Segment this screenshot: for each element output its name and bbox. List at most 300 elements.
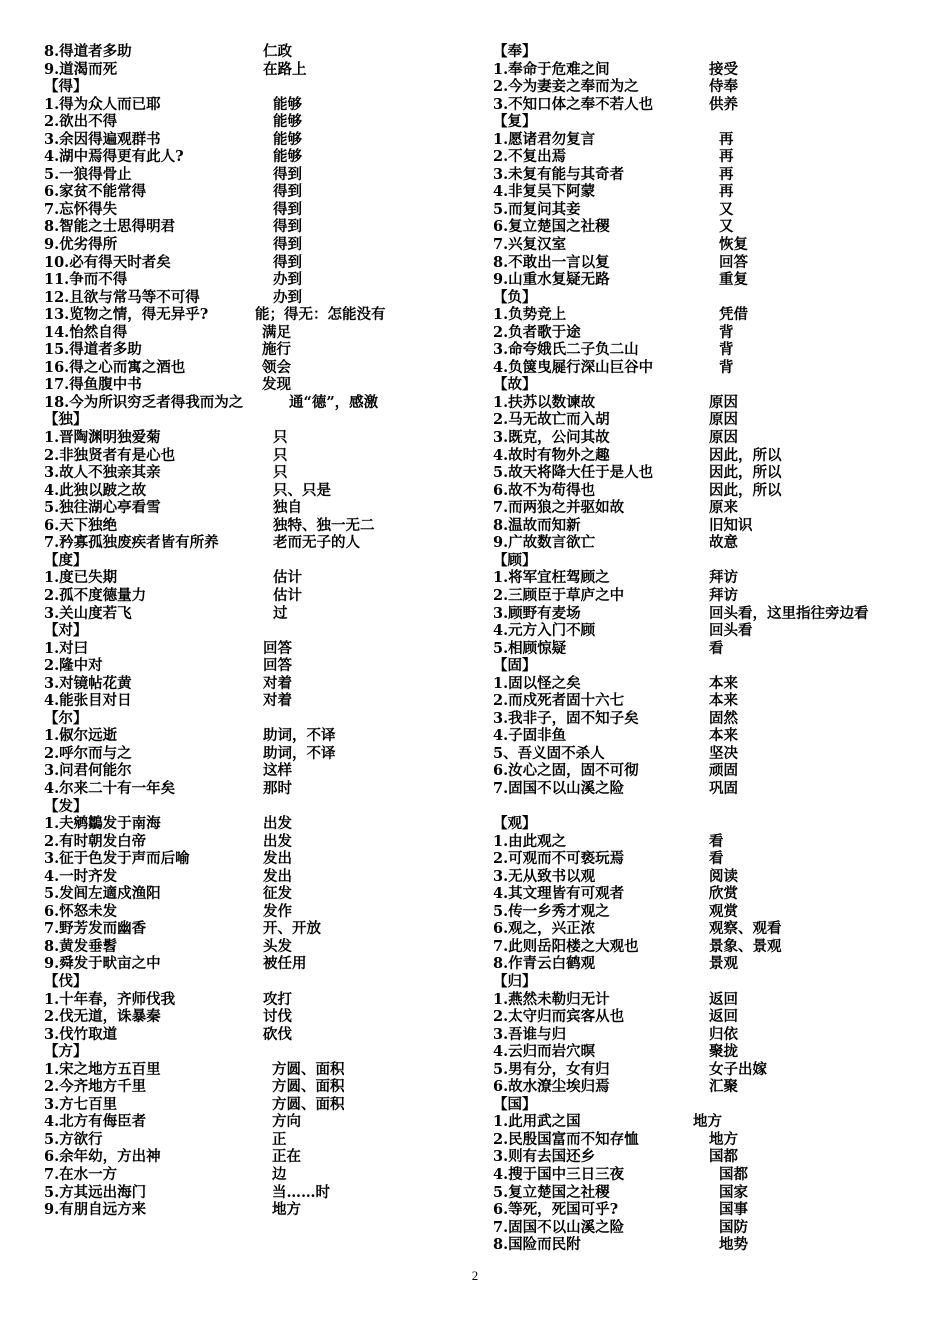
meaning: 汇聚 bbox=[709, 1078, 738, 1096]
example-sentence: 1.得为众人而已耶 bbox=[44, 95, 161, 113]
example-sentence: 1.负势竞上 bbox=[493, 306, 567, 324]
example-sentence: 6.等死，死国可乎? bbox=[493, 1201, 619, 1219]
example-sentence: 7.此则岳阳楼之大观也 bbox=[493, 937, 639, 955]
entry-row bbox=[44, 1166, 464, 1184]
entry-row bbox=[493, 306, 933, 324]
example-sentence: 2.欲出不得 bbox=[44, 113, 118, 131]
example-sentence: 11.争而不得 bbox=[44, 271, 128, 289]
meaning: 办到 bbox=[273, 288, 302, 306]
right-column bbox=[493, 43, 933, 1254]
entry-row bbox=[44, 218, 464, 236]
meaning: 攻打 bbox=[263, 990, 292, 1008]
meaning: 原来 bbox=[709, 499, 738, 517]
meaning: 看 bbox=[709, 639, 724, 657]
example-sentence: 3.命夸娥氏二子负二山 bbox=[493, 341, 639, 359]
entry-row bbox=[44, 1113, 464, 1131]
meaning: 观赏 bbox=[709, 902, 738, 920]
meaning: 发现 bbox=[262, 376, 291, 394]
example-sentence: 13.览物之情，得无异乎? bbox=[44, 306, 209, 324]
meaning: 聚拢 bbox=[709, 1043, 738, 1061]
section-heading bbox=[493, 376, 933, 394]
example-sentence: 9.广故数言欲亡 bbox=[493, 534, 596, 552]
example-sentence: 1.固以怪之矣 bbox=[493, 674, 581, 692]
heading-char: 【方】 bbox=[44, 1043, 88, 1061]
entry-row bbox=[44, 1148, 464, 1166]
meaning: 又 bbox=[719, 218, 734, 236]
meaning: 再 bbox=[719, 165, 734, 183]
entry-row bbox=[493, 218, 933, 236]
entry-row bbox=[44, 1008, 464, 1026]
meaning: 背 bbox=[719, 341, 734, 359]
entry-row bbox=[493, 1061, 933, 1079]
entry-row bbox=[493, 920, 933, 938]
entry-row bbox=[44, 1078, 464, 1096]
entry-row bbox=[44, 885, 464, 903]
example-sentence: 18.今为所识穷乏者得我而为之 bbox=[44, 393, 244, 411]
example-sentence: 4.能张目对日 bbox=[44, 692, 132, 710]
meaning: 原因 bbox=[709, 411, 738, 429]
example-sentence: 7.在水一方 bbox=[44, 1166, 118, 1183]
example-sentence: 4.故时有物外之趣 bbox=[493, 446, 610, 464]
entry-row bbox=[493, 1236, 933, 1254]
entry-row bbox=[44, 499, 464, 517]
entry-row bbox=[493, 236, 933, 254]
meaning: 本来 bbox=[709, 692, 738, 710]
example-sentence: 4.湖中焉得更有此人? bbox=[44, 148, 184, 166]
entry-row bbox=[44, 236, 464, 254]
entry-row bbox=[493, 745, 933, 763]
section-heading bbox=[44, 710, 464, 728]
meaning: 过 bbox=[273, 604, 288, 622]
meaning: 得到 bbox=[273, 253, 302, 271]
entry-row bbox=[44, 1061, 464, 1079]
example-sentence: 7.矜寡孤独废疾者皆有所养 bbox=[44, 534, 219, 552]
example-sentence: 2.不复出焉 bbox=[493, 148, 567, 166]
entry-row bbox=[493, 61, 933, 79]
entry-row bbox=[44, 833, 464, 851]
example-sentence: 9.有朋自远方来 bbox=[44, 1201, 147, 1219]
heading-char: 【独】 bbox=[44, 411, 88, 429]
entry-row bbox=[44, 1184, 464, 1202]
meaning: 通“德”，感激 bbox=[289, 393, 379, 411]
meaning: 回头看 bbox=[709, 622, 753, 640]
entry-row bbox=[493, 850, 933, 868]
meaning: 能；得无：怎能没有 bbox=[255, 306, 386, 324]
example-sentence: 7.固国不以山溪之险 bbox=[493, 779, 625, 797]
entry-row bbox=[493, 394, 933, 412]
example-sentence: 5.一狼得骨止 bbox=[44, 165, 132, 183]
meaning: 出发 bbox=[263, 815, 292, 833]
meaning: 阅读 bbox=[709, 867, 738, 885]
meaning: 满足 bbox=[262, 323, 291, 341]
example-sentence: 1.奉命于危难之间 bbox=[493, 60, 610, 78]
entry-row bbox=[493, 1131, 933, 1149]
section-heading bbox=[44, 798, 464, 816]
meaning: 返回 bbox=[709, 990, 738, 1008]
example-sentence: 5.发闾左適戍渔阳 bbox=[44, 885, 161, 903]
meaning: 仁政 bbox=[263, 43, 292, 60]
meaning: 助词，不译 bbox=[263, 744, 336, 762]
meaning: 得到 bbox=[273, 236, 302, 254]
meaning: 对着 bbox=[263, 674, 292, 692]
example-sentence: 1.十年春，齐师伐我 bbox=[44, 990, 176, 1008]
entry-row bbox=[493, 727, 933, 745]
meaning: 只 bbox=[273, 429, 288, 447]
heading-char: 【负】 bbox=[493, 288, 537, 306]
meaning: 国家 bbox=[719, 1183, 748, 1201]
section-heading bbox=[44, 1043, 464, 1061]
entry-row bbox=[44, 113, 464, 131]
entry-row bbox=[493, 903, 933, 921]
meaning: 回答 bbox=[263, 657, 292, 675]
meaning: 对着 bbox=[263, 692, 292, 710]
meaning: 回答 bbox=[719, 253, 748, 271]
entry-row bbox=[44, 587, 464, 605]
meaning: 国事 bbox=[719, 1201, 748, 1219]
meaning: 故意 bbox=[709, 534, 738, 552]
example-sentence: 3.无从致书以观 bbox=[493, 867, 596, 885]
meaning: 观察、观看 bbox=[709, 920, 782, 938]
meaning: 能够 bbox=[273, 113, 302, 131]
meaning: 国防 bbox=[719, 1218, 748, 1236]
meaning: 因此，所以 bbox=[709, 446, 782, 464]
example-sentence: 9.优劣得所 bbox=[44, 236, 118, 254]
example-sentence: 7.野芳发而幽香 bbox=[44, 920, 147, 938]
meaning: 方圆、面积 bbox=[272, 1095, 345, 1113]
entry-row bbox=[44, 605, 464, 623]
meaning: 讨伐 bbox=[263, 1008, 292, 1026]
meaning: 景象、景观 bbox=[709, 937, 782, 955]
meaning: 再 bbox=[719, 148, 734, 166]
section-heading bbox=[493, 973, 933, 991]
example-sentence: 2.民殷国富而不知存恤 bbox=[493, 1130, 639, 1148]
page-number: 2 bbox=[471, 1268, 479, 1283]
entry-row bbox=[493, 780, 933, 798]
example-sentence: 4.其文理皆有可观者 bbox=[493, 885, 625, 903]
meaning: 得到 bbox=[273, 218, 302, 236]
entry-row bbox=[44, 517, 464, 535]
entry-row bbox=[44, 482, 464, 500]
entry-row bbox=[44, 201, 464, 219]
meaning: 原因 bbox=[709, 393, 738, 411]
entry-row bbox=[44, 464, 464, 482]
entry-row bbox=[44, 148, 464, 166]
section-heading bbox=[493, 815, 933, 833]
entry-row bbox=[44, 183, 464, 201]
meaning: 恢复 bbox=[719, 236, 748, 254]
example-sentence: 8.国险而民附 bbox=[493, 1236, 581, 1254]
example-sentence: 3.方七百里 bbox=[44, 1095, 118, 1113]
meaning: 地方 bbox=[272, 1201, 301, 1219]
example-sentence: 6.家贫不能常得 bbox=[44, 183, 147, 201]
meaning: 办到 bbox=[273, 271, 302, 289]
entry-row bbox=[493, 622, 933, 640]
entry-row bbox=[493, 938, 933, 956]
example-sentence: 1.俶尔远逝 bbox=[44, 727, 118, 745]
example-sentence: 2.呼尔而与之 bbox=[44, 744, 132, 762]
heading-char: 【固】 bbox=[493, 657, 537, 675]
entry-row bbox=[44, 359, 464, 377]
entry-row bbox=[44, 254, 464, 272]
example-sentence: 4.尔来二十有一年矣 bbox=[44, 779, 176, 797]
meaning: 能够 bbox=[273, 148, 302, 166]
entry-row bbox=[44, 955, 464, 973]
example-sentence: 3.伐竹取道 bbox=[44, 1025, 118, 1043]
entry-row bbox=[493, 1184, 933, 1202]
meaning: 景观 bbox=[709, 955, 738, 973]
example-sentence: 1.此用武之国 bbox=[493, 1113, 581, 1131]
meaning: 砍伐 bbox=[263, 1025, 292, 1043]
entry-row bbox=[44, 1096, 464, 1114]
example-sentence: 3.既克，公问其故 bbox=[493, 429, 610, 447]
meaning: 正 bbox=[272, 1130, 287, 1148]
heading-char: 【尔】 bbox=[44, 709, 88, 727]
example-sentence: 3.未复有能与其奇者 bbox=[493, 165, 625, 183]
entry-row bbox=[44, 1026, 464, 1044]
example-sentence: 1.夫鹓鶵发于南海 bbox=[44, 815, 161, 833]
example-sentence: 10.必有得天时者矣 bbox=[44, 253, 171, 271]
example-sentence: 2.今为妻妾之奉而为之 bbox=[493, 78, 639, 96]
entry-row bbox=[493, 833, 933, 851]
example-sentence: 15.得道者多助 bbox=[44, 341, 142, 359]
section-heading bbox=[493, 657, 933, 675]
meaning: 看 bbox=[709, 850, 724, 868]
meaning: 独特、独一无二 bbox=[273, 516, 375, 534]
entry-row bbox=[44, 991, 464, 1009]
meaning: 老而无子的人 bbox=[273, 534, 360, 552]
entry-row bbox=[493, 482, 933, 500]
entry-row bbox=[493, 464, 933, 482]
meaning: 地势 bbox=[719, 1236, 748, 1254]
example-sentence: 6.故水潦尘埃归焉 bbox=[493, 1078, 610, 1096]
meaning: 返回 bbox=[709, 1008, 738, 1026]
example-sentence: 3.征于色发于声而后喻 bbox=[44, 850, 190, 868]
entry-row bbox=[493, 1148, 933, 1166]
meaning: 被任用 bbox=[263, 955, 307, 973]
meaning: 领会 bbox=[262, 358, 291, 376]
example-sentence: 5.相顾惊疑 bbox=[493, 639, 567, 657]
example-sentence: 6.天下独绝 bbox=[44, 516, 118, 534]
example-sentence: 4.北方有侮臣者 bbox=[44, 1113, 147, 1131]
section-heading bbox=[44, 78, 464, 96]
entry-row bbox=[44, 131, 464, 149]
heading-char: 【奉】 bbox=[493, 43, 537, 60]
heading-char: 【对】 bbox=[44, 622, 88, 640]
entry-row bbox=[44, 675, 464, 693]
section-heading bbox=[44, 973, 464, 991]
example-sentence: 2.非独贤者有是心也 bbox=[44, 446, 176, 464]
entry-row bbox=[44, 692, 464, 710]
example-sentence: 4.搜于国中三日三夜 bbox=[493, 1166, 625, 1183]
entry-row bbox=[493, 868, 933, 886]
meaning: 国都 bbox=[709, 1148, 738, 1166]
example-sentence: 3.顾野有麦场 bbox=[493, 604, 581, 622]
meaning: 征发 bbox=[263, 885, 292, 903]
heading-char: 【度】 bbox=[44, 551, 88, 569]
example-sentence: 1.晋陶渊明独爱菊 bbox=[44, 429, 161, 447]
meaning: 发出 bbox=[263, 867, 292, 885]
meaning: 发作 bbox=[263, 902, 292, 920]
entry-row bbox=[44, 727, 464, 745]
example-sentence: 2.三顾臣于草庐之中 bbox=[493, 586, 625, 604]
meaning: 拜访 bbox=[709, 586, 738, 604]
example-sentence: 6.故不为苟得也 bbox=[493, 481, 596, 499]
entry-row bbox=[493, 675, 933, 693]
example-sentence: 3.不知口体之奉不若人也 bbox=[493, 95, 654, 113]
example-sentence: 2.今齐地方千里 bbox=[44, 1078, 147, 1096]
entry-row bbox=[493, 447, 933, 465]
example-sentence: 4.云归而岩穴暝 bbox=[493, 1043, 596, 1061]
example-sentence: 17.得鱼腹中书 bbox=[44, 376, 142, 394]
section-heading bbox=[493, 113, 933, 131]
entry-row bbox=[44, 657, 464, 675]
example-sentence: 8.作青云白鹤观 bbox=[493, 955, 596, 973]
example-sentence: 4.负箧曳屣行深山巨谷中 bbox=[493, 358, 654, 376]
example-sentence: 7.而两狼之并驱如故 bbox=[493, 499, 625, 517]
meaning: 那时 bbox=[263, 779, 292, 797]
example-sentence: 7.固国不以山溪之险 bbox=[493, 1218, 625, 1236]
example-sentence: 3.问君何能尔 bbox=[44, 762, 132, 780]
entry-row bbox=[493, 1219, 933, 1237]
section-heading bbox=[44, 622, 464, 640]
entry-row bbox=[493, 166, 933, 184]
meaning: 巩固 bbox=[709, 779, 738, 797]
entry-row bbox=[493, 499, 933, 517]
heading-char: 【顾】 bbox=[493, 551, 537, 569]
entry-row bbox=[44, 1201, 464, 1219]
entry-row bbox=[493, 1113, 933, 1131]
example-sentence: 5.男有分，女有归 bbox=[493, 1060, 610, 1078]
heading-char: 【国】 bbox=[493, 1095, 537, 1113]
example-sentence: 3.余因得遍观群书 bbox=[44, 130, 161, 148]
heading-char: 【伐】 bbox=[44, 972, 88, 990]
section-heading bbox=[493, 43, 933, 61]
example-sentence: 3.关山度若飞 bbox=[44, 604, 132, 622]
meaning: 方圆、面积 bbox=[272, 1078, 345, 1096]
example-sentence: 2.马无故亡而入胡 bbox=[493, 411, 610, 429]
example-sentence: 5.故天将降大任于是人也 bbox=[493, 464, 654, 482]
meaning: 看 bbox=[709, 832, 724, 850]
meaning: 头发 bbox=[263, 937, 292, 955]
meaning: 开、开放 bbox=[263, 920, 321, 938]
example-sentence: 7.忘怀得失 bbox=[44, 200, 118, 218]
example-sentence: 4.此独以跛之故 bbox=[44, 481, 147, 499]
entry-row bbox=[493, 1078, 933, 1096]
example-sentence: 5.方欲行 bbox=[44, 1130, 103, 1148]
entry-row bbox=[44, 429, 464, 447]
meaning: 当……时 bbox=[272, 1183, 330, 1201]
entry-row bbox=[493, 710, 933, 728]
entry-row bbox=[493, 411, 933, 429]
meaning: 这样 bbox=[263, 762, 292, 780]
entry-row bbox=[44, 96, 464, 114]
meaning: 顽固 bbox=[709, 762, 738, 780]
entry-row bbox=[493, 587, 933, 605]
example-sentence: 3.吾谁与归 bbox=[493, 1025, 567, 1043]
entry-row bbox=[493, 1043, 933, 1061]
example-sentence: 2.可观而不可亵玩焉 bbox=[493, 850, 625, 868]
entry-row bbox=[493, 885, 933, 903]
example-sentence: 2.隆中对 bbox=[44, 657, 103, 675]
example-sentence: 3.故人不独亲其亲 bbox=[44, 464, 161, 482]
example-sentence: 6.观之，兴正浓 bbox=[493, 920, 596, 938]
entry-row bbox=[44, 43, 464, 61]
heading-char: 【观】 bbox=[493, 815, 537, 833]
meaning: 因此，所以 bbox=[709, 481, 782, 499]
entry-row bbox=[493, 201, 933, 219]
entry-row bbox=[44, 534, 464, 552]
example-sentence: 1.扶苏以数谏故 bbox=[493, 393, 596, 411]
meaning: 重复 bbox=[719, 271, 748, 289]
meaning: 只 bbox=[273, 446, 288, 464]
entry-row bbox=[493, 429, 933, 447]
meaning: 侍奉 bbox=[709, 78, 738, 96]
meaning: 施行 bbox=[262, 341, 291, 359]
meaning: 归依 bbox=[709, 1025, 738, 1043]
entry-row bbox=[44, 920, 464, 938]
entry-row bbox=[493, 569, 933, 587]
example-sentence: 8.得道者多助 bbox=[44, 43, 132, 60]
meaning: 得到 bbox=[273, 165, 302, 183]
example-sentence: 2.孤不度德量力 bbox=[44, 586, 147, 604]
meaning: 估计 bbox=[273, 586, 302, 604]
example-sentence: 1.将军宜枉驾顾之 bbox=[493, 569, 610, 587]
meaning: 拜访 bbox=[709, 569, 738, 587]
entry-row bbox=[44, 762, 464, 780]
entry-row bbox=[493, 1008, 933, 1026]
example-sentence: 5.传一乡秀才观之 bbox=[493, 902, 610, 920]
meaning: 能够 bbox=[273, 130, 302, 148]
example-sentence: 8.不敢出一言以复 bbox=[493, 253, 610, 271]
meaning: 凭借 bbox=[719, 306, 748, 324]
meaning: 供养 bbox=[709, 95, 738, 113]
entry-row bbox=[493, 1201, 933, 1219]
example-sentence: 4.一时齐发 bbox=[44, 867, 118, 885]
example-sentence: 6.汝心之固，固不可彻 bbox=[493, 762, 639, 780]
meaning: 只、只是 bbox=[273, 481, 331, 499]
example-sentence: 1.宋之地方五百里 bbox=[44, 1060, 161, 1078]
example-sentence: 8.黄发垂髫 bbox=[44, 937, 118, 955]
entry-row bbox=[493, 254, 933, 272]
entry-row bbox=[44, 903, 464, 921]
meaning: 能够 bbox=[273, 95, 302, 113]
meaning: 背 bbox=[719, 323, 734, 341]
entry-row bbox=[44, 569, 464, 587]
entry-row bbox=[493, 131, 933, 149]
meaning: 边 bbox=[272, 1166, 287, 1183]
entry-row bbox=[44, 166, 464, 184]
example-sentence: 4.元方入门不顾 bbox=[493, 622, 596, 640]
example-sentence: 2.负者歌于途 bbox=[493, 323, 581, 341]
example-sentence: 14.怡然自得 bbox=[44, 323, 128, 341]
example-sentence: 3.则有去国还乡 bbox=[493, 1148, 596, 1166]
entry-row bbox=[493, 341, 933, 359]
entry-row bbox=[44, 640, 464, 658]
entry-row bbox=[44, 376, 464, 394]
entry-row bbox=[493, 324, 933, 342]
example-sentence: 1.燕然未勒归无计 bbox=[493, 990, 610, 1008]
meaning: 原因 bbox=[709, 429, 738, 447]
meaning: 只 bbox=[273, 464, 288, 482]
entry-row bbox=[44, 324, 464, 342]
example-sentence: 9.道渴而死 bbox=[44, 60, 118, 78]
example-sentence: 9.舜发于畎亩之中 bbox=[44, 955, 161, 973]
meaning: 固然 bbox=[709, 709, 738, 727]
meaning: 国都 bbox=[719, 1166, 748, 1183]
entry-row bbox=[493, 692, 933, 710]
example-sentence: 1.对曰 bbox=[44, 639, 89, 657]
example-sentence: 5.而复问其妾 bbox=[493, 200, 581, 218]
